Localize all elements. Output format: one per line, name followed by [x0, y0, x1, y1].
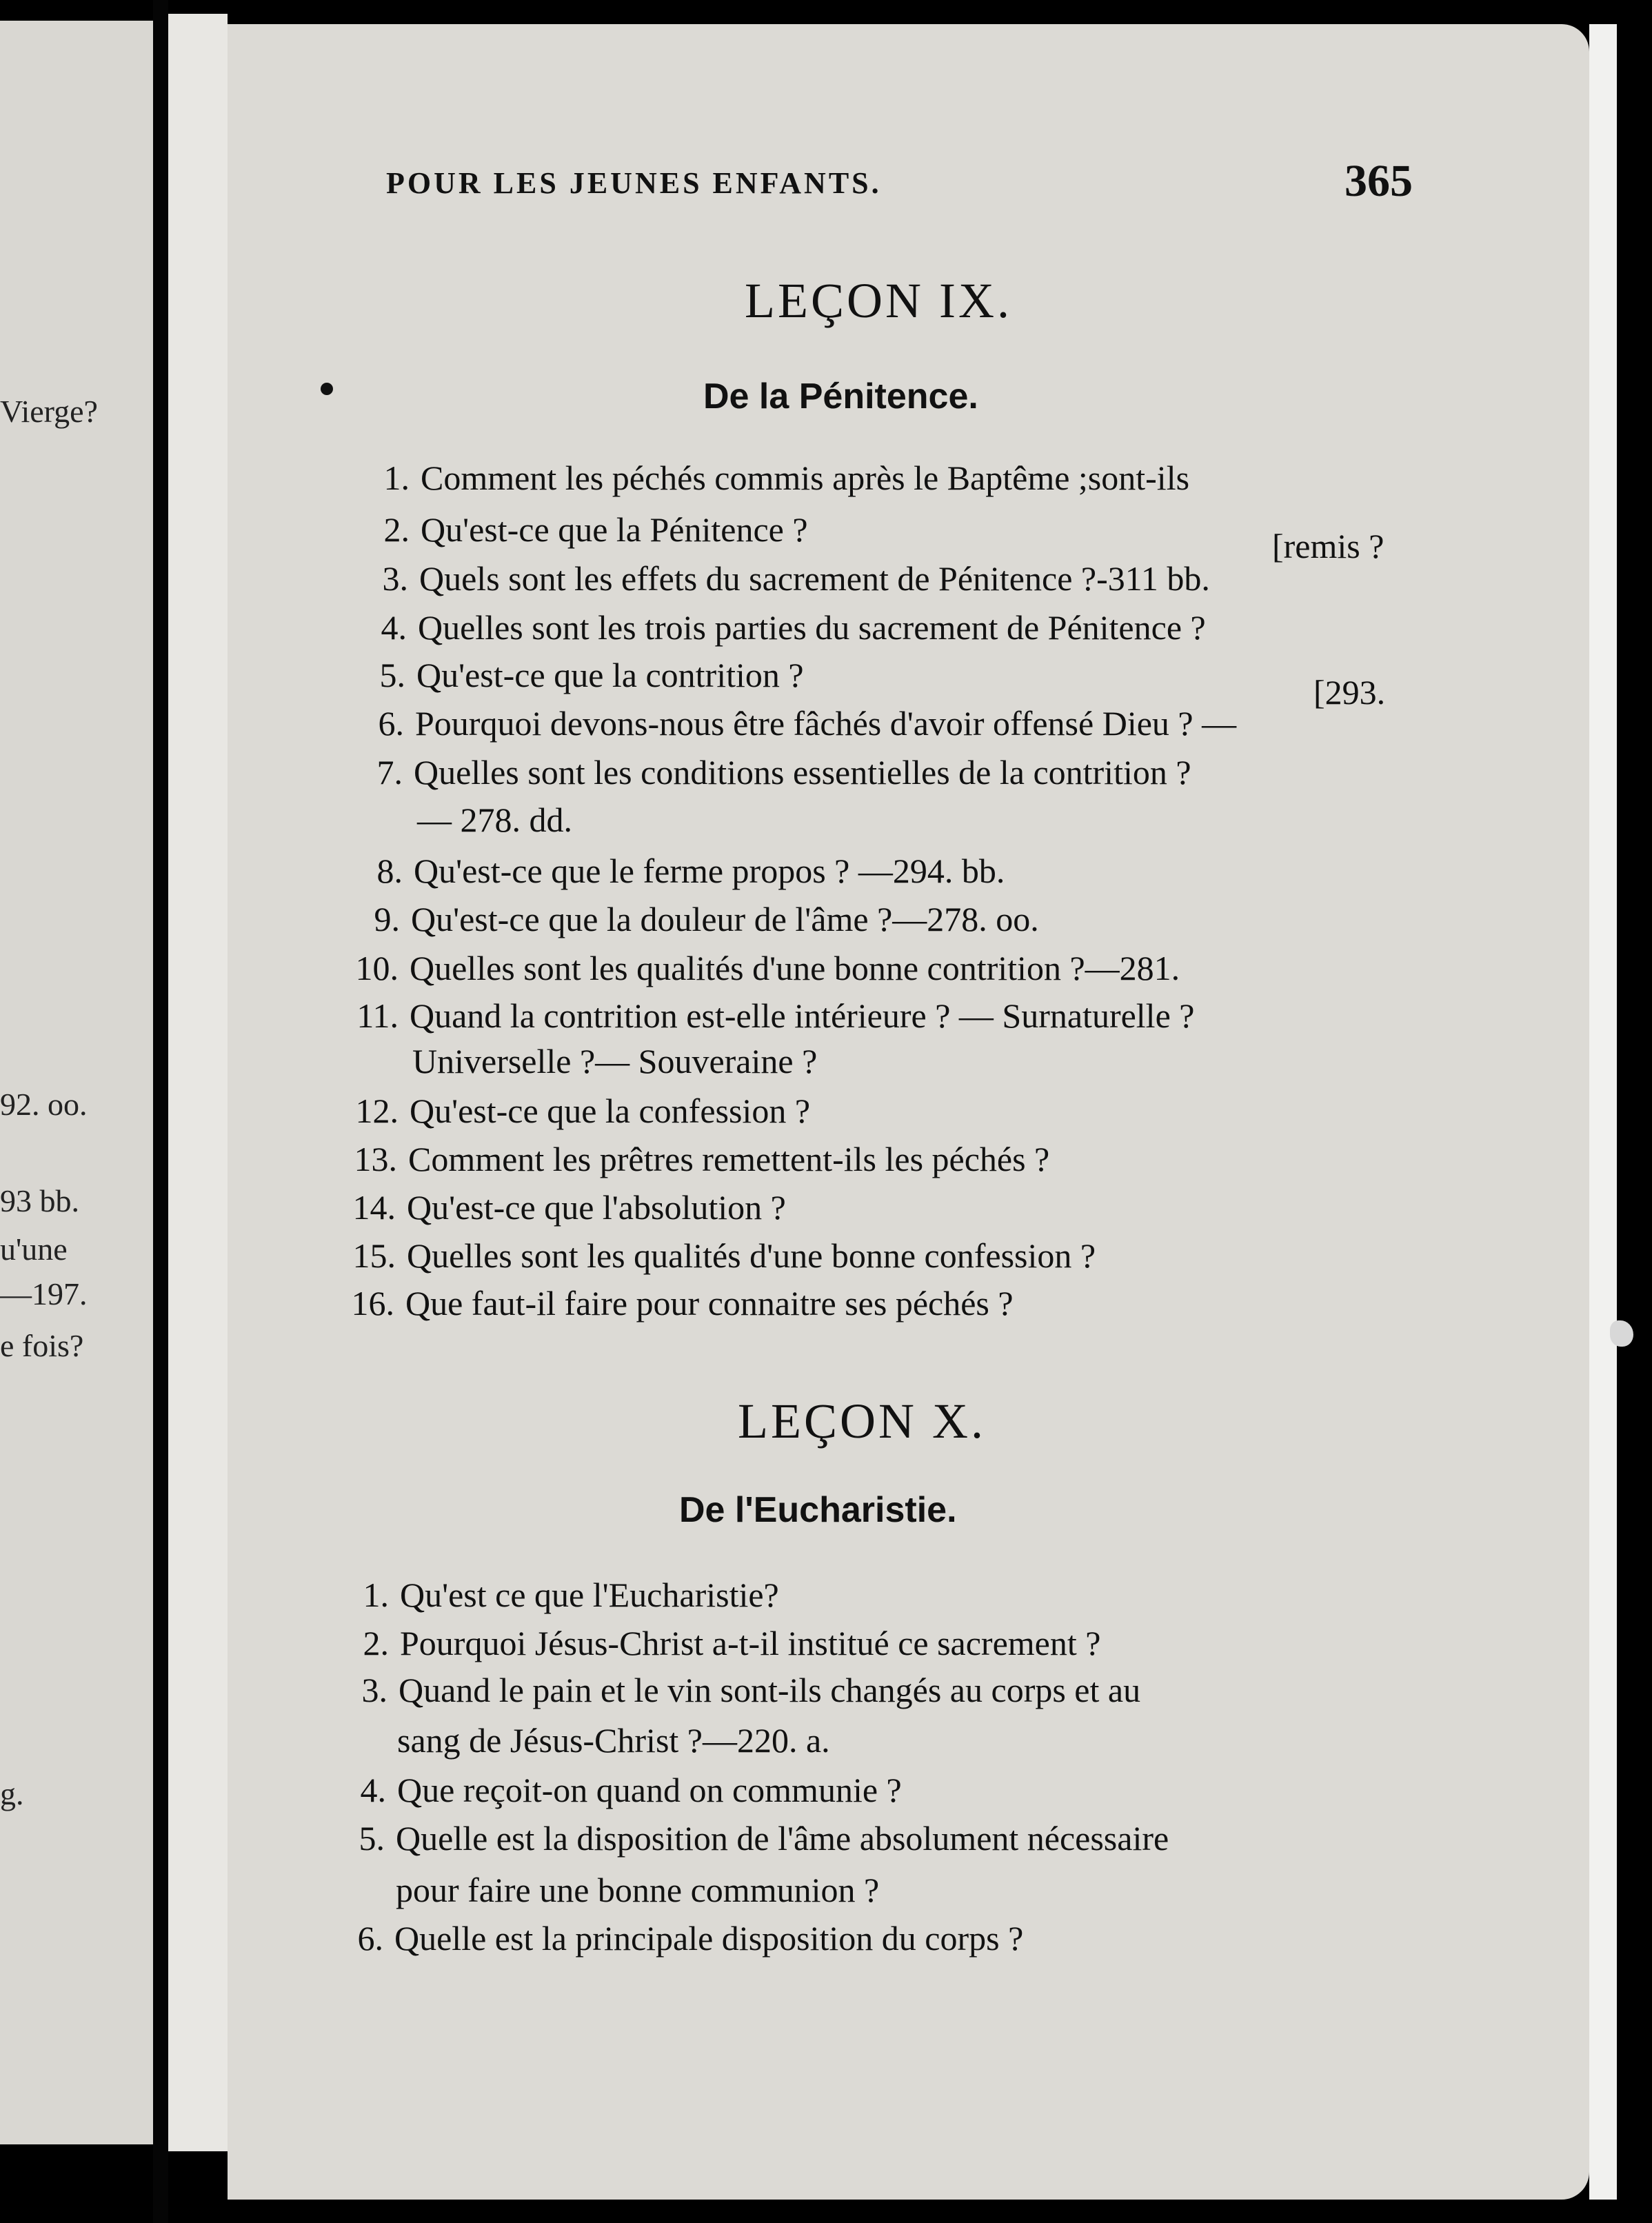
question-text: Qu'est-ce que la Pénitence ?	[421, 510, 808, 549]
page-edge	[1589, 24, 1617, 2200]
question-text: Quelle est la disposition de l'âme absolument nécessaire	[396, 1819, 1169, 1858]
question-number: 13.	[354, 1140, 397, 1178]
question-continuation: Universelle ?— Souveraine ?	[412, 1042, 818, 1080]
question-text: Qu'est-ce que le ferme propos ? —294. bb.	[414, 852, 1005, 890]
question-item	[383, 507, 808, 552]
facing-page-fragment: —197.	[0, 1276, 88, 1311]
question-text: Quelle est la principale disposition du corps ?	[394, 1919, 1024, 1958]
facing-page	[0, 21, 162, 2144]
question-number: 4.	[381, 608, 407, 647]
question-item	[378, 701, 1237, 746]
question-item	[376, 750, 1191, 795]
question-item	[357, 1915, 1024, 1961]
question-item	[354, 1136, 1050, 1182]
question-text: Quelles sont les qualités d'une bonne contrition ?—281.	[410, 949, 1180, 987]
question-number: 1.	[383, 459, 410, 497]
question-number: 5.	[359, 1819, 385, 1858]
gutter	[162, 14, 228, 2151]
question-text: Quand la contrition est-elle intérieure ? — Surnaturelle ?	[410, 996, 1195, 1035]
facing-page-fragment: u'une	[0, 1231, 68, 1267]
question-item	[379, 652, 804, 698]
facing-page-fragment: g.	[0, 1776, 24, 1811]
question-item	[363, 1620, 1101, 1666]
question-number: 8.	[376, 852, 403, 890]
facing-page-fragment: 92. oo.	[0, 1087, 88, 1122]
lesson-9-subtitle: De la Pénitence.	[703, 376, 978, 416]
lesson-10-subtitle: De l'Eucharistie.	[679, 1490, 957, 1530]
question-text: Pourquoi devons-nous être fâchés d'avoir offensé Dieu ? —	[415, 704, 1237, 743]
book-binding	[153, 0, 168, 2223]
question-text: Quelles sont les qualités d'une bonne confession ?	[407, 1236, 1096, 1275]
question-number: 15.	[352, 1236, 396, 1275]
question-text: Comment les péchés commis après le Baptême ;sont-ils	[421, 459, 1190, 497]
question-item	[359, 1815, 1169, 1861]
running-head: POUR LES JEUNES ENFANTS.	[386, 166, 882, 200]
question-number: 6.	[378, 704, 404, 743]
question-item	[351, 1280, 1014, 1326]
page-number: 365	[1344, 156, 1413, 206]
question-text: Qu'est ce que l'Eucharistie?	[400, 1576, 779, 1614]
question-number: 11.	[356, 996, 399, 1035]
question-continuation: sang de Jésus-Christ ?—220. a.	[397, 1721, 830, 1760]
question-text: Comment les prêtres remettent-ils les péchés ?	[408, 1140, 1050, 1178]
facing-page-fragment: e fois?	[0, 1328, 84, 1363]
question-text: Que reçoit-on quand on communie ?	[397, 1771, 902, 1809]
facing-page-fragment: 93 bb.	[0, 1183, 79, 1218]
question-item	[376, 848, 1005, 894]
question-text: Qu'est-ce que l'absolution ?	[407, 1188, 786, 1227]
question-number: 6.	[357, 1919, 383, 1958]
stain-mark	[1610, 1320, 1633, 1347]
question-number: 16.	[351, 1284, 394, 1322]
question-number: 10.	[355, 949, 399, 987]
question-number: 3.	[382, 559, 408, 598]
question-text: Qu'est-ce que la douleur de l'âme ?—278. oo.	[411, 900, 1039, 938]
question-number: 12.	[355, 1092, 399, 1130]
lesson-10-title: LEÇON X.	[738, 1394, 986, 1449]
question-number: 7.	[376, 753, 403, 792]
question-continuation: — 278. dd.	[417, 801, 572, 839]
question-number: 1.	[363, 1576, 389, 1614]
question-number: 9.	[374, 900, 400, 938]
question-number: 2.	[383, 510, 410, 549]
question-number: 2.	[363, 1624, 389, 1662]
question-number: 4.	[360, 1771, 386, 1809]
bullet-dot	[321, 383, 333, 395]
question-text: Quelles sont les trois parties du sacrement de Pénitence ?	[418, 608, 1206, 647]
question-item	[374, 896, 1039, 942]
question-item	[352, 1185, 786, 1230]
question-item	[355, 945, 1180, 991]
question-text: Pourquoi Jésus-Christ a-t-il institué ce sacrement ?	[400, 1624, 1101, 1662]
question-item	[361, 1667, 1141, 1713]
lesson-9-title: LEÇON IX.	[745, 273, 1012, 328]
question-item	[381, 605, 1206, 650]
facing-page-fragment: Vierge?	[0, 394, 98, 429]
question-text: Qu'est-ce que la confession ?	[410, 1092, 811, 1130]
question-text: Quelles sont les conditions essentielles de la contrition ?	[414, 753, 1191, 792]
question-item	[355, 1088, 811, 1134]
question-item	[360, 1767, 902, 1813]
question-item	[383, 455, 1190, 501]
question-item	[356, 993, 1195, 1038]
question-item	[352, 1233, 1096, 1278]
question-text: Quels sont les effets du sacrement de Pénitence ?-311 bb.	[419, 559, 1210, 598]
question-item	[382, 556, 1210, 601]
question-number: 3.	[361, 1671, 387, 1709]
question-continuation: pour faire une bonne communion ?	[396, 1871, 880, 1909]
question-number: 5.	[379, 656, 405, 694]
question-text: Qu'est-ce que la contrition ?	[416, 656, 804, 694]
question-item	[363, 1572, 779, 1618]
question-text: Quand le pain et le vin sont-ils changés au corps et au	[399, 1671, 1141, 1709]
question-continuation: [remis ?	[1272, 527, 1384, 565]
question-continuation: [293.	[1313, 673, 1386, 712]
question-number: 14.	[352, 1188, 396, 1227]
question-text: Que faut-il faire pour connaitre ses péchés ?	[405, 1284, 1014, 1322]
